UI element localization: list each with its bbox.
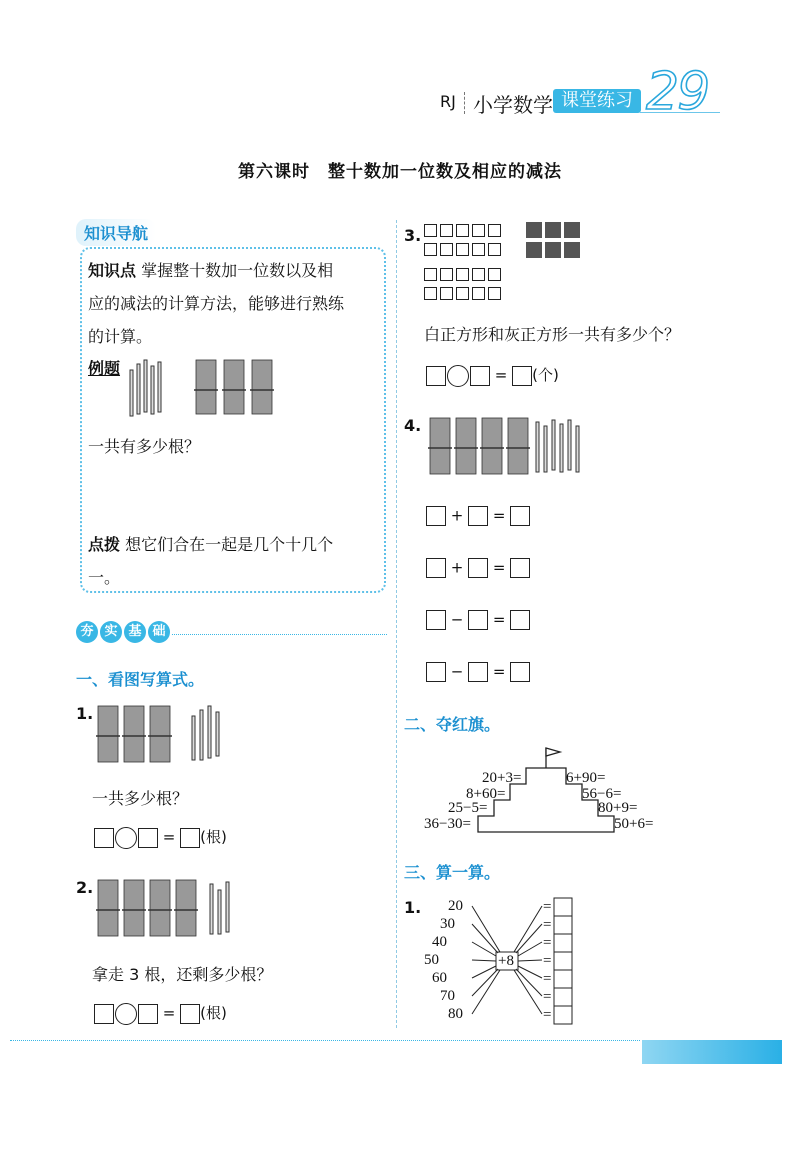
wheel-input-1: 20 bbox=[448, 898, 463, 914]
s3-q1-number: 1. bbox=[404, 898, 422, 917]
section3-heading: 三、算一算。 bbox=[404, 863, 501, 882]
knowledge-tag: 知识导航 bbox=[76, 219, 156, 246]
q4-e2-answer[interactable] bbox=[510, 558, 530, 578]
q1-operator-blank[interactable] bbox=[115, 827, 137, 849]
q3-unit: (个) bbox=[532, 366, 559, 384]
equals-sign: = bbox=[492, 506, 506, 525]
q4-e1-answer[interactable] bbox=[510, 506, 530, 526]
point-label: 知识点 bbox=[88, 261, 137, 280]
q1-equation bbox=[94, 826, 227, 849]
q4-number: 4. bbox=[404, 416, 422, 435]
minus-sign: − bbox=[450, 662, 464, 681]
subject-title: 小学数学 bbox=[473, 93, 553, 117]
equals-sign: = bbox=[492, 610, 506, 629]
wheel-input-5: 60 bbox=[432, 970, 447, 986]
plus-sign: + bbox=[450, 558, 464, 577]
flag-left-2: 8+60= bbox=[466, 786, 506, 802]
q2-blank-1[interactable] bbox=[94, 1004, 114, 1024]
q1-answer-blank[interactable] bbox=[180, 828, 200, 848]
lesson-title: 第六课时 整十数加一位数及相应的减法 bbox=[238, 162, 562, 182]
q1-question: 一共多少根？ bbox=[92, 789, 189, 808]
q1-sticks-illustration bbox=[96, 702, 226, 764]
q3-equation bbox=[426, 364, 559, 387]
header-divider bbox=[464, 92, 466, 114]
wheel-input-4: 50 bbox=[424, 952, 439, 968]
plus-sign: + bbox=[450, 506, 464, 525]
q2-unit: (根) bbox=[200, 1004, 227, 1022]
q1-number: 1. bbox=[76, 704, 94, 723]
wheel-input-2: 30 bbox=[440, 916, 455, 932]
wheel-operator: +8 bbox=[498, 953, 514, 969]
q2-equals: = bbox=[162, 1004, 176, 1022]
q4-e1-blank-1[interactable] bbox=[426, 506, 446, 526]
q4-e1-blank-2[interactable] bbox=[468, 506, 488, 526]
q2-operator-blank[interactable] bbox=[115, 1003, 137, 1025]
section1-heading: 一、看图写算式。 bbox=[76, 670, 205, 689]
flag-left-3: 25−5= bbox=[448, 800, 488, 816]
flag-left-4: 36−30= bbox=[424, 816, 471, 832]
q3-equals: = bbox=[494, 366, 508, 384]
example-label: 例题 bbox=[88, 359, 121, 378]
practice-tag: 课堂练习 bbox=[553, 89, 641, 113]
foundation-char-4: 础 bbox=[148, 621, 170, 643]
wheel-input-3: 40 bbox=[432, 934, 447, 950]
q3-white-squares bbox=[424, 222, 514, 260]
q1-unit: (根) bbox=[200, 828, 227, 846]
q3-number: 3. bbox=[404, 226, 422, 245]
q1-blank-1[interactable] bbox=[94, 828, 114, 848]
section2-heading: 二、夺红旗。 bbox=[404, 715, 501, 734]
q3-answer-blank[interactable] bbox=[512, 366, 532, 386]
wheel-equals-column: = = = = = = = bbox=[543, 899, 552, 1023]
q4-e2-blank-1[interactable] bbox=[426, 558, 446, 578]
hint-line-1: 想它们合在一起是几个十几个 bbox=[125, 535, 334, 554]
minus-sign: − bbox=[450, 610, 464, 629]
q3-blank-1[interactable] bbox=[426, 366, 446, 386]
flag-right-4: 50+6= bbox=[614, 816, 654, 832]
q3-blank-2[interactable] bbox=[470, 366, 490, 386]
knowledge-hint bbox=[88, 528, 378, 594]
q4-equation-3 bbox=[426, 610, 530, 630]
flag-right-2: 56−6= bbox=[582, 786, 622, 802]
hint-label: 点拨 bbox=[88, 535, 121, 554]
q2-blank-2[interactable] bbox=[138, 1004, 158, 1024]
wheel-input-7: 80 bbox=[448, 1006, 463, 1022]
foundation-char-3: 基 bbox=[124, 621, 146, 643]
point-line-1: 掌握整十数加一位数以及相 bbox=[141, 261, 334, 280]
q3-white-squares-2 bbox=[424, 266, 514, 304]
flag-left-1: 20+3= bbox=[482, 770, 522, 786]
q2-question: 拿走 3 根，还剩多少根？ bbox=[92, 965, 273, 984]
q4-e3-blank-2[interactable] bbox=[468, 610, 488, 630]
point-line-3: 的计算。 bbox=[88, 327, 153, 346]
column-divider bbox=[396, 220, 397, 1028]
wheel-input-6: 70 bbox=[440, 988, 455, 1004]
example-sticks-illustration bbox=[128, 356, 278, 418]
q2-answer-blank[interactable] bbox=[180, 1004, 200, 1024]
foundation-char-2: 实 bbox=[100, 621, 122, 643]
hint-line-2: 一。 bbox=[88, 568, 121, 587]
q4-e2-blank-2[interactable] bbox=[468, 558, 488, 578]
example-question: 一共有多少根？ bbox=[88, 437, 201, 456]
q4-e4-blank-1[interactable] bbox=[426, 662, 446, 682]
foundation-char-1: 夯 bbox=[76, 621, 98, 643]
flag-right-3: 80+9= bbox=[598, 800, 638, 816]
footer-rule bbox=[10, 1040, 640, 1041]
q2-number: 2. bbox=[76, 878, 94, 897]
q4-e3-answer[interactable] bbox=[510, 610, 530, 630]
equals-sign: = bbox=[492, 558, 506, 577]
q4-equation-1 bbox=[426, 506, 530, 526]
equals-sign: = bbox=[492, 662, 506, 681]
q4-e3-blank-1[interactable] bbox=[426, 610, 446, 630]
q4-e4-answer[interactable] bbox=[510, 662, 530, 682]
header-underline bbox=[640, 112, 720, 113]
q3-operator-blank[interactable] bbox=[447, 365, 469, 387]
page-number: 29 bbox=[646, 62, 709, 122]
q4-e4-blank-2[interactable] bbox=[468, 662, 488, 682]
flag-right-1: 6+90= bbox=[566, 770, 606, 786]
q4-equation-4 bbox=[426, 662, 530, 682]
q2-equation bbox=[94, 1002, 227, 1025]
q1-blank-2[interactable] bbox=[138, 828, 158, 848]
q3-gray-squares bbox=[526, 222, 586, 262]
foundation-rule bbox=[172, 634, 387, 635]
series-code: RJ bbox=[440, 92, 456, 111]
foundation-tag bbox=[76, 620, 172, 643]
q3-question: 白正方形和灰正方形一共有多少个？ bbox=[424, 325, 681, 344]
q4-equation-2 bbox=[426, 558, 530, 578]
q1-equals: = bbox=[162, 828, 176, 846]
q2-sticks-illustration bbox=[96, 876, 246, 938]
q4-sticks-illustration bbox=[428, 414, 588, 476]
point-line-2: 应的减法的计算方法，能够进行熟练 bbox=[88, 294, 345, 313]
knowledge-point bbox=[88, 254, 378, 353]
footer-color-block bbox=[642, 1040, 782, 1064]
